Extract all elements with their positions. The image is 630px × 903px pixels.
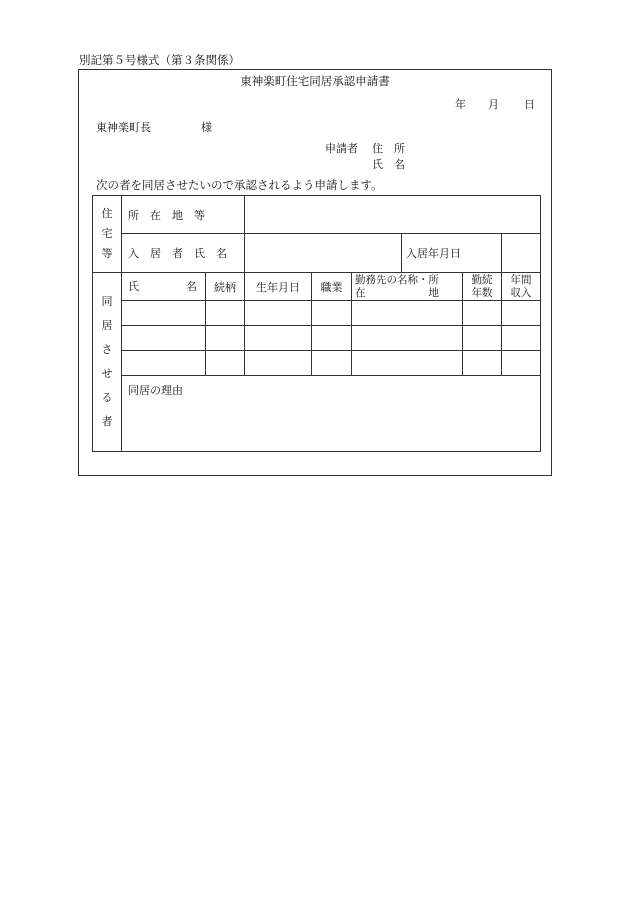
resident-name-field[interactable] [245, 234, 402, 273]
table-row [93, 301, 541, 326]
cohabitant-relation-cell[interactable] [206, 351, 245, 376]
date-month-label: 月 [488, 98, 499, 111]
cohabitant-birth-cell[interactable] [245, 351, 312, 376]
cohabitant-name-cell[interactable] [122, 326, 206, 351]
move-in-date-label: 入居年月日 [402, 234, 502, 273]
housing-side-label: 住 宅 等 [93, 196, 122, 273]
cohabitant-name-cell[interactable] [122, 351, 206, 376]
header-name: 氏 名 [122, 273, 206, 301]
cohabitant-workplace-cell[interactable] [352, 301, 463, 326]
cohabitant-job-cell[interactable] [312, 351, 352, 376]
cohabitant-income-cell[interactable] [502, 351, 541, 376]
move-in-date-field[interactable] [502, 234, 541, 273]
applicant-label: 申請者 [325, 142, 358, 155]
addressee-honorific: 様 [201, 121, 212, 134]
date-year-label: 年 [455, 98, 466, 111]
table-row [93, 351, 541, 376]
cohabitant-tenure-cell[interactable] [463, 301, 502, 326]
application-table [92, 195, 541, 452]
cohabitant-income-cell[interactable] [502, 326, 541, 351]
cohabitant-name-cell[interactable] [122, 301, 206, 326]
cohabitant-job-cell[interactable] [312, 301, 352, 326]
cohabitant-workplace-cell[interactable] [352, 351, 463, 376]
cohabitation-reason-label: 同居の理由 [128, 384, 183, 397]
cohabitant-relation-cell[interactable] [206, 301, 245, 326]
table-row [93, 326, 541, 351]
cohabitant-relation-cell[interactable] [206, 326, 245, 351]
cohabitant-tenure-cell[interactable] [463, 351, 502, 376]
location-field[interactable] [245, 196, 541, 234]
date-day-label: 日 [524, 98, 535, 111]
cohabitant-birth-cell[interactable] [245, 326, 312, 351]
header-workplace: 勤務先の名称・所 在 地 [352, 273, 463, 301]
cohabitant-income-cell[interactable] [502, 301, 541, 326]
resident-name-label: 入 居 者 氏 名 [122, 234, 245, 273]
header-job: 職業 [312, 273, 352, 301]
header-birth: 生年月日 [245, 273, 312, 301]
header-tenure: 勤続 年数 [463, 273, 502, 301]
cohabitant-birth-cell[interactable] [245, 301, 312, 326]
header-relation: 続柄 [206, 273, 245, 301]
cohabitant-side-label: 同 居 さ せ る 者 [93, 273, 122, 452]
form-label: 別記第５号様式（第３条関係） [79, 53, 240, 67]
cohabitation-reason-field[interactable] [122, 376, 541, 452]
applicant-address-label: 住 所 [372, 142, 405, 155]
location-label: 所 在 地 等 [122, 196, 245, 234]
applicant-name-label: 氏 名 [372, 158, 405, 171]
addressee-name: 東神楽町長 [96, 121, 151, 134]
request-text: 次の者を同居させたいので承認されるよう申請します。 [96, 178, 383, 192]
cohabitant-workplace-cell[interactable] [352, 326, 463, 351]
cohabitant-job-cell[interactable] [312, 326, 352, 351]
cohabitant-tenure-cell[interactable] [463, 326, 502, 351]
header-income: 年間 収入 [502, 273, 541, 301]
form-title: 東神楽町住宅同居承認申請書 [240, 74, 390, 88]
